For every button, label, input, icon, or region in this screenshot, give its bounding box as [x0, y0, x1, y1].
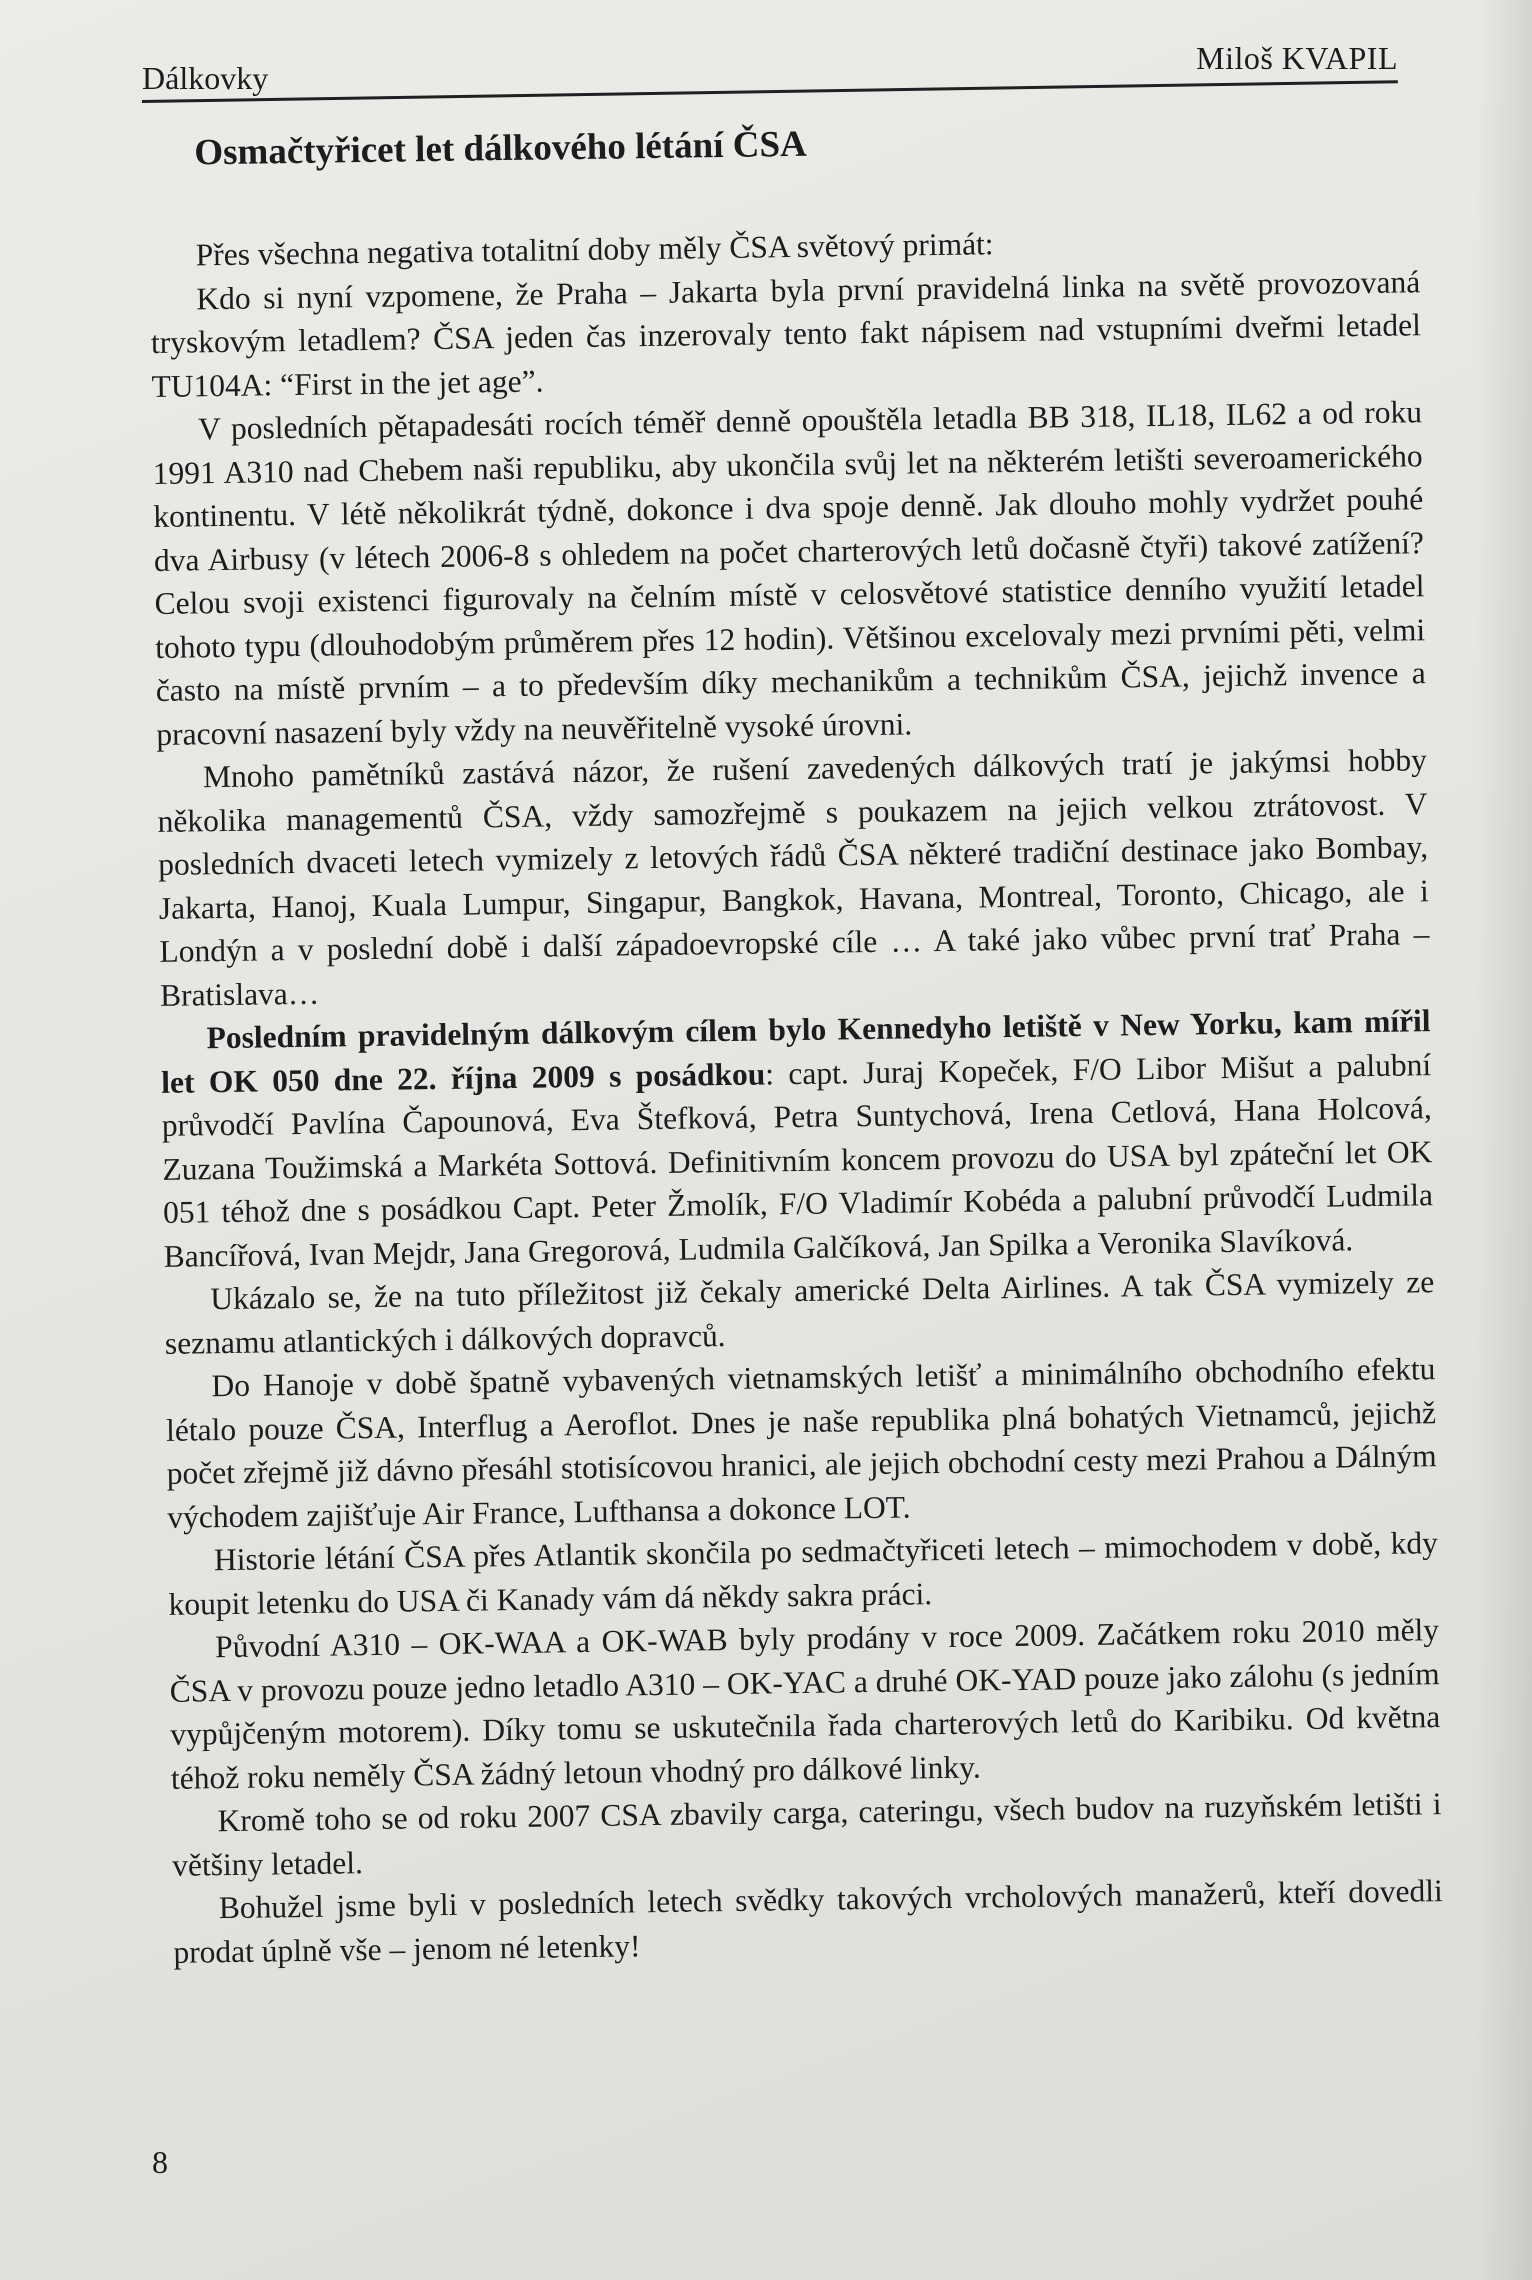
- paragraph: Ukázalo se, že na tuto příležitost již čekaly americké Delta Airlines. A tak ČSA vymizely ze seznamu atlantických i dálkových dopravců.: [164, 1264, 1435, 1361]
- author-name: Miloš KVAPIL: [1196, 40, 1398, 76]
- paragraph: Kromě toho se od roku 2007 CSA zbavily carga, cateringu, všech budov na ruzyňském letišti i většiny letadel.: [171, 1786, 1442, 1883]
- highlight-bold-text: Posledním pravidelným dálkovým cílem bylo Kennedyho letiště v New Yorku, kam mířil let OK 050 dne 22. října 2009 s posádkou: [161, 1003, 1431, 1100]
- page-shadow: [1476, 0, 1532, 2280]
- running-header: [142, 40, 1398, 104]
- highlight-rest-text: : capt. Juraj Kopeček, F/O Libor Mišut a palubní průvodčí Pavlína Čapounová, Eva Štefková, Petra Suntychová, Irena Cetlová, Hana Holcová, Zuzana Toužimská a Markéta Sottová. Definitivním koncem provozu do USA byl zpáteční let OK 051 téhož dne s posádkou Capt. Peter Žmolík, F/O Vladimír Kobéda a palubní průvodčí Ludmila Bancířová, Ivan Mejdr, Jana Gregorová, Ludmila Galčíková, Jan Spilka a Veronika Slavíková.: [161, 1047, 1434, 1274]
- article-title: Osmačtyřicet let dálkového létání ČSA: [194, 123, 808, 174]
- paragraph: Historie létání ČSA přes Atlantik skončila po sedmačtyřiceti letech – mimochodem v době, kdy koupit letenku do USA či Kanady vám dá někdy sakra práci.: [168, 1525, 1439, 1622]
- paragraph: Původní A310 – OK-WAA a OK-WAB byly prodány v roce 2009. Začátkem roku 2010 měly ČSA v provozu pouze jedno letadlo A310 – OK-YAC a druhé OK-YAD pouze jako zálohu (s jedním vypůjčeným motorem). Díky tomu se uskutečnila řada charterových letů do Karibiku. Od května téhož roku neměly ČSA žádný letoun vhodný pro dálkové linky.: [169, 1612, 1441, 1796]
- paragraph: Do Hanoje v době špatně vybavených vietnamských letišť a minimálního obchodního efektu létalo pouze ČSA, Interflug a Aeroflot. Dnes je naše republika plná bohatých Vietnamců, jejichž počet zřejmě již dávno přesáhl stotisícovou hranici, ale jejich obchodní cesty mezi Prahou a Dálným východem zajišťuje Air France, Lufthansa a dokonce LOT.: [165, 1351, 1437, 1535]
- paragraph: Kdo si nyní vzpomene, že Praha – Jakarta byla první pravidelná linka na světě provozovaná tryskovým letadlem? ČSA jeden čas inzerovaly tento fakt nápisem nad vstupními dveřmi letadel TU104A: “First in the jet age”.: [150, 264, 1422, 404]
- paragraph: Bohužel jsme byli v posledních letech svědky takových vrcholových manažerů, kteří dovedli prodat úplně vše – jenom né letenky!: [173, 1873, 1443, 1970]
- paragraph: Přes všechna negativa totalitní doby měly ČSA světový primát:: [195, 226, 994, 273]
- highlight-paragraph: [160, 1000, 1434, 1279]
- page-number: 8: [152, 2144, 168, 2180]
- paragraph: Mnoho pamětníků zastává názor, že rušení zavedených dálkových tratí je jakýmsi hobby několika managementů ČSA, vždy samozřejmě s poukazem na jejich velkou ztrátovost. V posledních dvaceti letech vymizely z letových řádů ČSA některé tradiční destinace jako Bombay, Jakarta, Hanoj, Kuala Lumpur, Singapur, Bangkok, Havana, Montreal, Toronto, Chicago, ale i Londýn a v poslední době i další západoevropské cíle … A také jako vůbec první trať Praha – Bratislava…: [157, 742, 1430, 1013]
- section-name: Dálkovky: [142, 60, 269, 96]
- header-rule: [142, 80, 1398, 103]
- article: [148, 114, 1444, 1974]
- paragraph: V posledních pětapadesáti rocích téměř denně opouštěla letadla BB 318, IL18, IL62 a od roku 1991 A310 nad Chebem naši republiku, aby ukončila svůj let na některém letišti severoamerického kontinentu. V létě několikrát týdně, dokonce i dva spoje denně. Jak dlouho mohly vydržet pouhé dva Airbusy (v létech 2006-8 s ohledem na počet charterových letů dočasně čtyři) takové zatížení? Celou svoji existenci figurovaly na čelním místě v celosvětové statistice denního využití letadel tohoto typu (dlouhodobým průměrem přes 12 hodin). Většinou excelovaly mezi prvními pěti, velmi často na místě prvním – a to především díky mechanikům a technikům ČSA, jejichž invence a pracovní nasazení byly vždy na neuvěřitelně vysoké úrovni.: [152, 394, 1426, 752]
